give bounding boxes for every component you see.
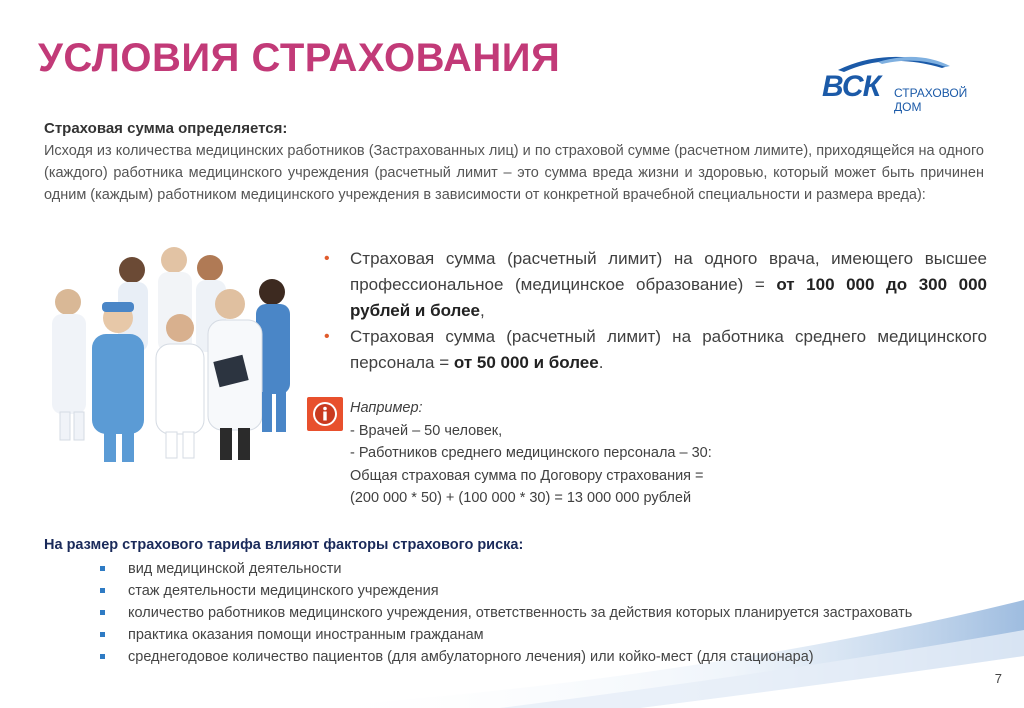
list-item bbox=[44, 602, 988, 624]
bullet-dot-icon: • bbox=[324, 328, 330, 345]
page-number: 7 bbox=[994, 671, 1002, 686]
list-item-text: вид медицинской деятельности bbox=[128, 561, 342, 577]
list-item bbox=[44, 558, 988, 580]
medical-staff-image bbox=[40, 240, 310, 470]
example-line: - Работников среднего медицинского персонала – 30: bbox=[350, 445, 712, 461]
list-item-text: практика оказания помощи иностранным гражданам bbox=[128, 627, 484, 643]
bullet-text: Страховая сумма (расчетный лимит) на работника среднего медицинского персонала = bbox=[350, 327, 987, 372]
example-label: Например: bbox=[350, 400, 423, 416]
logo-brand: ВСК bbox=[822, 70, 881, 103]
square-bullet-icon bbox=[100, 588, 105, 593]
square-bullet-icon bbox=[100, 654, 105, 659]
bullet-item-nurse bbox=[322, 324, 987, 376]
tariff-factors bbox=[44, 534, 988, 668]
example-line: (200 000 * 50) + (100 000 * 30) = 13 000 000 рублей bbox=[350, 490, 692, 506]
logo-subtitle: СТРАХОВОЙ ДОМ bbox=[894, 86, 968, 114]
bullet-text: Страховая сумма (расчетный лимит) на одного врача, имеющего высшее профессиональное (медицинское образование) = bbox=[350, 249, 987, 294]
bullet-tail: , bbox=[480, 301, 485, 320]
example-line: - Врачей – 50 человек, bbox=[350, 422, 503, 439]
list-item-text: среднегодовое количество пациентов (для амбулаторного лечения) или койко-мест (для стационара) bbox=[128, 649, 814, 665]
bullet-tail: . bbox=[598, 353, 604, 372]
factors-heading: На размер страхового тарифа влияют факторы страхового риска: bbox=[44, 537, 524, 553]
example-block bbox=[350, 397, 712, 510]
intro-section bbox=[44, 118, 984, 206]
list-item bbox=[44, 580, 988, 602]
vsk-logo bbox=[818, 48, 998, 114]
info-icon bbox=[307, 397, 343, 431]
list-item bbox=[44, 624, 988, 646]
limit-bullets bbox=[322, 246, 987, 376]
intro-text: Исходя из количества медицинских работников (Застрахованных лиц) и по страховой сумме (расчетном лимите), приходящейся на одного (каждого) работника медицинского учреждения (расчетный лимит – это сумма вреда жизни и здоровью, который может быть причинен одним (каждым) работником медицинского учреждения в зависимости от конкретной врачебной специальности и размера вреда): bbox=[44, 143, 984, 203]
bullet-bold: от 100 000 до 300 000 рублей и более bbox=[350, 275, 987, 320]
list-item-text: стаж деятельности медицинского учреждения bbox=[128, 583, 439, 599]
square-bullet-icon bbox=[100, 610, 105, 615]
page-title: УСЛОВИЯ СТРАХОВАНИЯ bbox=[38, 36, 561, 80]
square-bullet-icon bbox=[100, 566, 105, 571]
bullet-bold: от 50 000 и более bbox=[453, 353, 599, 372]
square-bullet-icon bbox=[100, 632, 105, 637]
bullet-item-doctor bbox=[322, 246, 987, 324]
list-item bbox=[44, 646, 988, 668]
bullet-dot-icon: • bbox=[324, 250, 330, 267]
example-line: Общая страховая сумма по Договору страхования = bbox=[350, 467, 704, 484]
list-item-text: количество работников медицинского учреждения, ответственность за действия которых планируется застраховать bbox=[128, 605, 913, 621]
intro-heading: Страховая сумма определяется: bbox=[44, 120, 288, 137]
